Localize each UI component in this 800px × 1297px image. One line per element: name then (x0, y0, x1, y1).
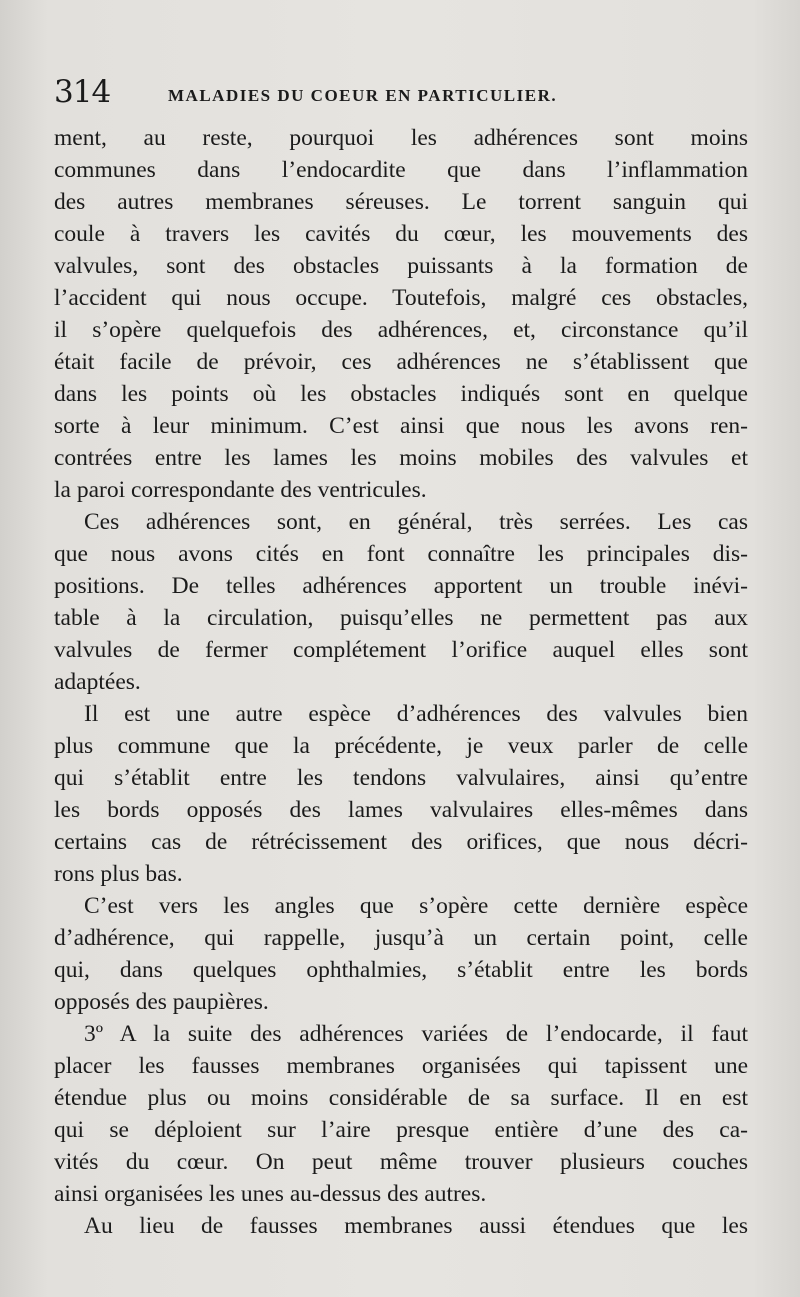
text-line: qui, dans quelques ophthalmies, s’établit entre les bords (54, 957, 748, 983)
running-title: MALADIES DU COEUR EN PARTICULIER. (168, 86, 558, 105)
text-line: table à la circulation, puisqu’elles ne permettent pas aux (54, 605, 748, 631)
text-line: les bords opposés des lames valvulaires elles-mêmes dans (54, 797, 748, 823)
text-line: ment, au reste, pourquoi les adhérences sont moins (54, 125, 748, 151)
text-line: Ces adhérences sont, en général, très serrées. Les cas (84, 509, 748, 535)
text-line: placer les fausses membranes organisées qui tapissent une (54, 1053, 748, 1079)
text-line: la paroi correspondante des ventricules. (54, 477, 427, 503)
text-line: dans les points où les obstacles indiqués sont en quelque (54, 381, 748, 407)
text-line: était facile de prévoir, ces adhérences ne s’établissent que (54, 349, 748, 375)
body-text (54, 122, 748, 1242)
text-line: valvules, sont des obstacles puissants à la formation de (54, 253, 748, 279)
page-header (54, 74, 754, 114)
text-line: plus commune que la précédente, je veux parler de celle (54, 733, 748, 759)
text-line: contrées entre les lames les moins mobiles des valvules et (54, 445, 748, 471)
text-line: rons plus bas. (54, 861, 183, 887)
text-line: valvules de fermer complétement l’orifice auquel elles sont (54, 637, 748, 663)
text-line: coule à travers les cavités du cœur, les mouvements des (54, 221, 748, 247)
text-line: certains cas de rétrécissement des orifices, que nous décri- (54, 829, 748, 855)
text-line: sorte à leur minimum. C’est ainsi que nous les avons ren- (54, 413, 748, 439)
text-line: d’adhérence, qui rappelle, jusqu’à un certain point, celle (54, 925, 748, 951)
text-line: C’est vers les angles que s’opère cette dernière espèce (84, 893, 748, 919)
text-line: qui se déploient sur l’aire presque entière d’une des ca- (54, 1117, 748, 1143)
text-line: qui s’établit entre les tendons valvulaires, ainsi qu’entre (54, 765, 748, 791)
text-line: communes dans l’endocardite que dans l’inflammation (54, 157, 748, 183)
text-line: ainsi organisées les unes au-dessus des autres. (54, 1181, 487, 1207)
text-line: vités du cœur. On peut même trouver plusieurs couches (54, 1149, 748, 1175)
text-line: il s’opère quelquefois des adhérences, et, circonstance qu’il (54, 317, 748, 343)
text-line: que nous avons cités en font connaître les principales dis- (54, 541, 748, 567)
text-line: opposés des paupières. (54, 989, 269, 1015)
text-line: positions. De telles adhérences apportent un trouble inévi- (54, 573, 748, 599)
text-line: Au lieu de fausses membranes aussi étendues que les (84, 1213, 748, 1239)
text-line: Il est une autre espèce d’adhérences des valvules bien (84, 701, 748, 727)
text-line: étendue plus ou moins considérable de sa surface. Il en est (54, 1085, 748, 1111)
text-line: des autres membranes séreuses. Le torrent sanguin qui (54, 189, 748, 215)
text-line: 3º A la suite des adhérences variées de l’endocarde, il faut (84, 1021, 748, 1047)
page-number: 314 (54, 74, 111, 110)
text-line: l’accident qui nous occupe. Toutefois, malgré ces obstacles, (54, 285, 748, 311)
text-line: adaptées. (54, 669, 141, 695)
